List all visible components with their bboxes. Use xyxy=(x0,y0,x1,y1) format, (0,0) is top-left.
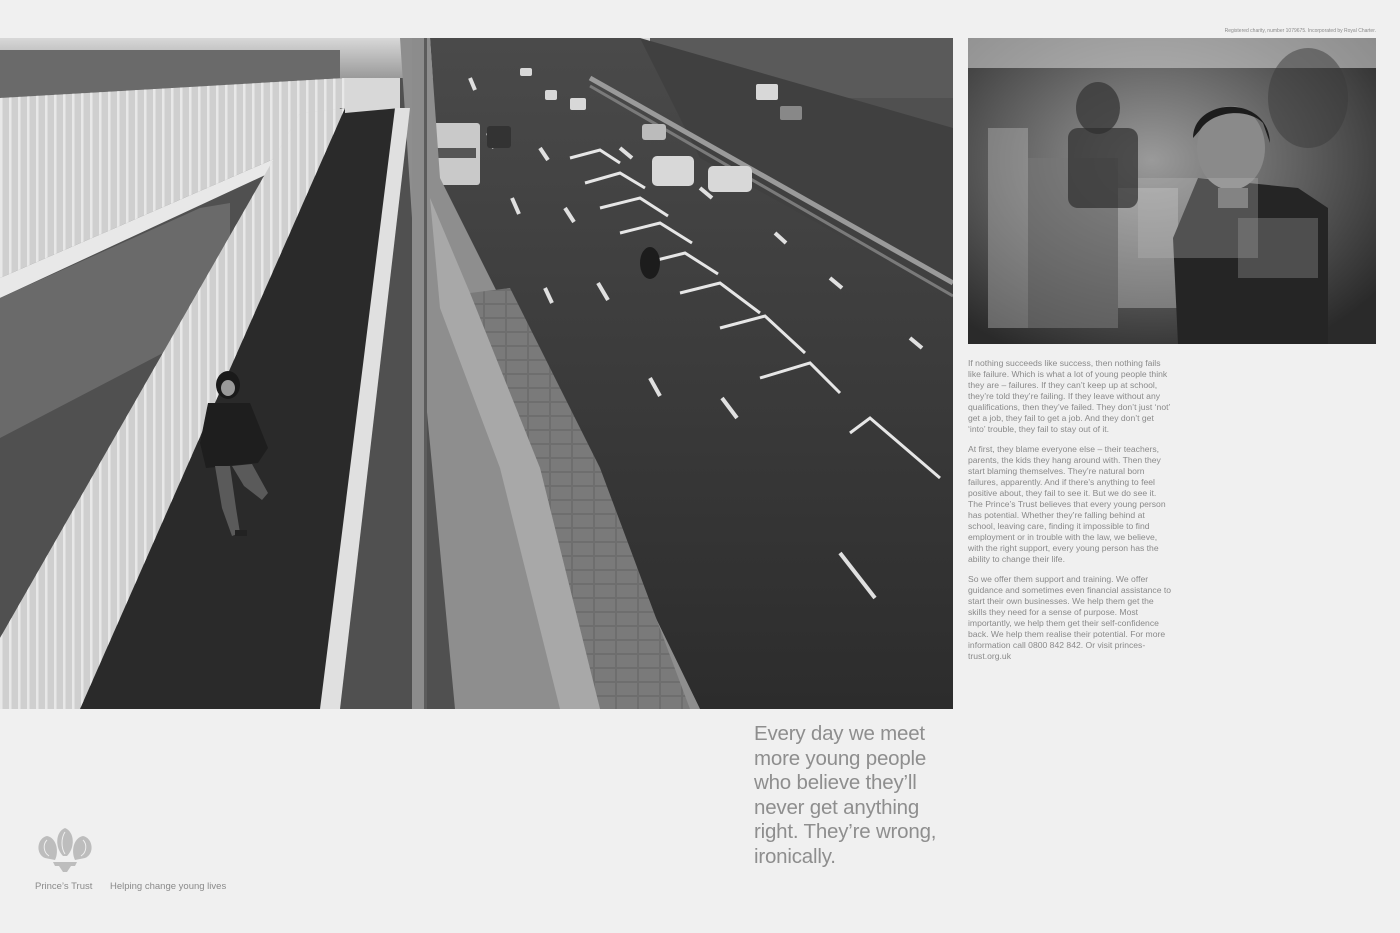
body-paragraph: So we offer them support and training. We offer guidance and sometimes even financial assistance to start their own businesses. We help them get the skills they need for a sense of purpose. Most importantly, we help them get their self-confidence back. We help them realise their potential. For more information call 0800 842 842. Or visit princes-trust.org.uk xyxy=(968,574,1172,661)
brand-name: Prince’s Trust xyxy=(35,881,93,892)
main-photo xyxy=(0,38,953,709)
side-photo xyxy=(968,38,1376,344)
prince-of-wales-feathers-icon xyxy=(33,826,97,872)
headline: Every day we meet more young people who believe they’ll never get anything right. They’re wrong, ironically. xyxy=(754,722,937,868)
body-paragraph: If nothing succeeds like success, then nothing fails like failure. Which is what a lot of young people think they are – failures. If they can’t keep up at school, they’re told they’re failing. If they leave without any qualifications, then they’ve failed. They don’t just ‘not’ get a job, they fail to get a job. And they don’t get ‘into’ trouble, they fail to stay out of it. xyxy=(968,358,1171,434)
charity-registration-note: Registered charity, number 1079675. Incorporated by Royal Charter. xyxy=(1224,28,1376,34)
body-paragraph: At first, they blame everyone else – their teachers, parents, the kids they hang around with. Then they start blaming themselves. They’re natural born failures, apparently. And if there’s anything to feel positive about, they fail to see it. But we do see it. The Prince’s Trust believes that every young person has potential. Whether they’re falling behind at school, leaving care, finding it impossible to find employment or in trouble with the law, we believe, with the right support, every young person has the ability to change their life. xyxy=(968,444,1166,564)
body-copy xyxy=(968,358,1173,671)
brand-tagline: Helping change young lives xyxy=(110,881,227,892)
